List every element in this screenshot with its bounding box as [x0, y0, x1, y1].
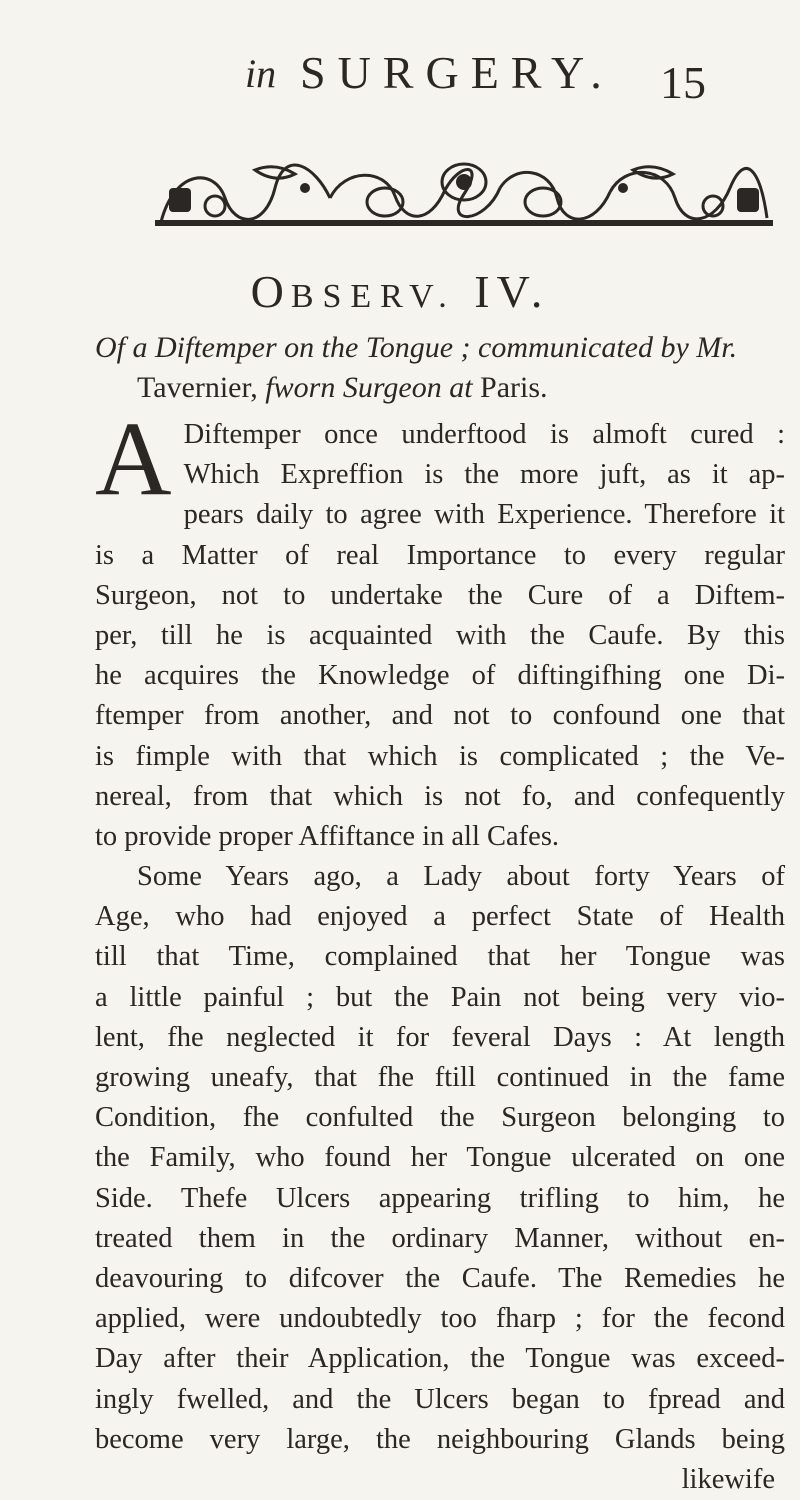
- heading-numeral: IV.: [474, 266, 550, 317]
- subtitle-part: Of: [95, 331, 125, 364]
- text-line: treated them in the ordinary Manner, without en-: [95, 1222, 785, 1254]
- text-line: per, till he is acquainted with the Caufe. By this: [95, 619, 785, 651]
- text-line: Diftemper once underftood is almoft cured :: [183, 419, 785, 450]
- text-line: nereal, from that which is not fo, and confequently: [95, 780, 785, 812]
- heading-label: BSERV.: [290, 278, 456, 315]
- text-line: lent, fhe neglected it for feveral Days : At length: [95, 1021, 785, 1053]
- text-line: ingly fwelled, and the Ulcers began to fpread and: [95, 1383, 785, 1415]
- text-line: is a Matter of real Importance to every regular: [95, 539, 785, 571]
- section-subtitle: [95, 328, 785, 408]
- text-line: Condition, fhe confulted the Surgeon belonging to: [95, 1102, 785, 1134]
- section-heading: [0, 265, 800, 318]
- page-number: 15: [660, 57, 706, 108]
- subtitle-line-2: [95, 368, 785, 408]
- subtitle-part: Paris.: [480, 371, 548, 404]
- text-line: Age, who had enjoyed a perfect State of Health: [95, 901, 785, 933]
- subtitle-part: Tavernier,: [137, 371, 258, 404]
- running-head: [0, 42, 800, 108]
- subtitle-part: fworn Surgeon at: [265, 371, 473, 404]
- text-line: ftemper from another, and not to confound one that: [95, 700, 785, 732]
- decorative-headpiece-ornament-icon: [155, 158, 773, 230]
- running-head-title: SURGERY.: [300, 47, 614, 98]
- text-line: a little painful ; but the Pain not being very vio-: [95, 981, 785, 1013]
- text-line: he acquires the Knowledge of diftingifhing one Di-: [95, 660, 785, 692]
- text-line: growing uneafy, that fhe ftill continued in the fame: [95, 1062, 785, 1093]
- text-line: Surgeon, not to undertake the Cure of a Diftem-: [95, 579, 785, 611]
- body-text: [95, 400, 785, 1500]
- text-line: Side. Thefe Ulcers appearing trifling to him, he: [95, 1182, 785, 1214]
- heading-initial: O: [250, 266, 291, 317]
- text-line: is fimple with that which is complicated ; the Ve-: [95, 740, 785, 772]
- text-line: the Family, who found her Tongue ulcerated on one: [95, 1142, 785, 1174]
- text-line: to provide proper Affiftance in all Cafes.: [95, 820, 560, 852]
- text-line: applied, were undoubtedly too fharp ; for the fecond: [95, 1303, 785, 1335]
- text-line: Day after their Application, the Tongue was exceed-: [95, 1343, 785, 1375]
- text-line: deavouring to difcover the Caufe. The Remedies he: [95, 1262, 785, 1294]
- drop-cap: A: [95, 400, 172, 517]
- text-line: Some Years ago, a Lady about forty Years of: [137, 861, 785, 893]
- subtitle-part: a Diftemper on the Tongue ;: [132, 331, 471, 364]
- text-line: Which Expreffion is the more juft, as it ap-: [183, 459, 785, 491]
- text-line: till that Time, complained that her Tongue was: [95, 941, 785, 973]
- paragraph-1: [95, 400, 785, 857]
- running-head-prefix: in: [245, 51, 277, 96]
- text-line: become very large, the neighbouring Glands being: [95, 1423, 785, 1455]
- subtitle-part: communicated by Mr.: [478, 331, 738, 364]
- paragraph-2: [95, 857, 785, 1500]
- catchword: likewife: [681, 1463, 775, 1495]
- text-line: pears daily to agree with Experience. Therefore it: [183, 499, 785, 531]
